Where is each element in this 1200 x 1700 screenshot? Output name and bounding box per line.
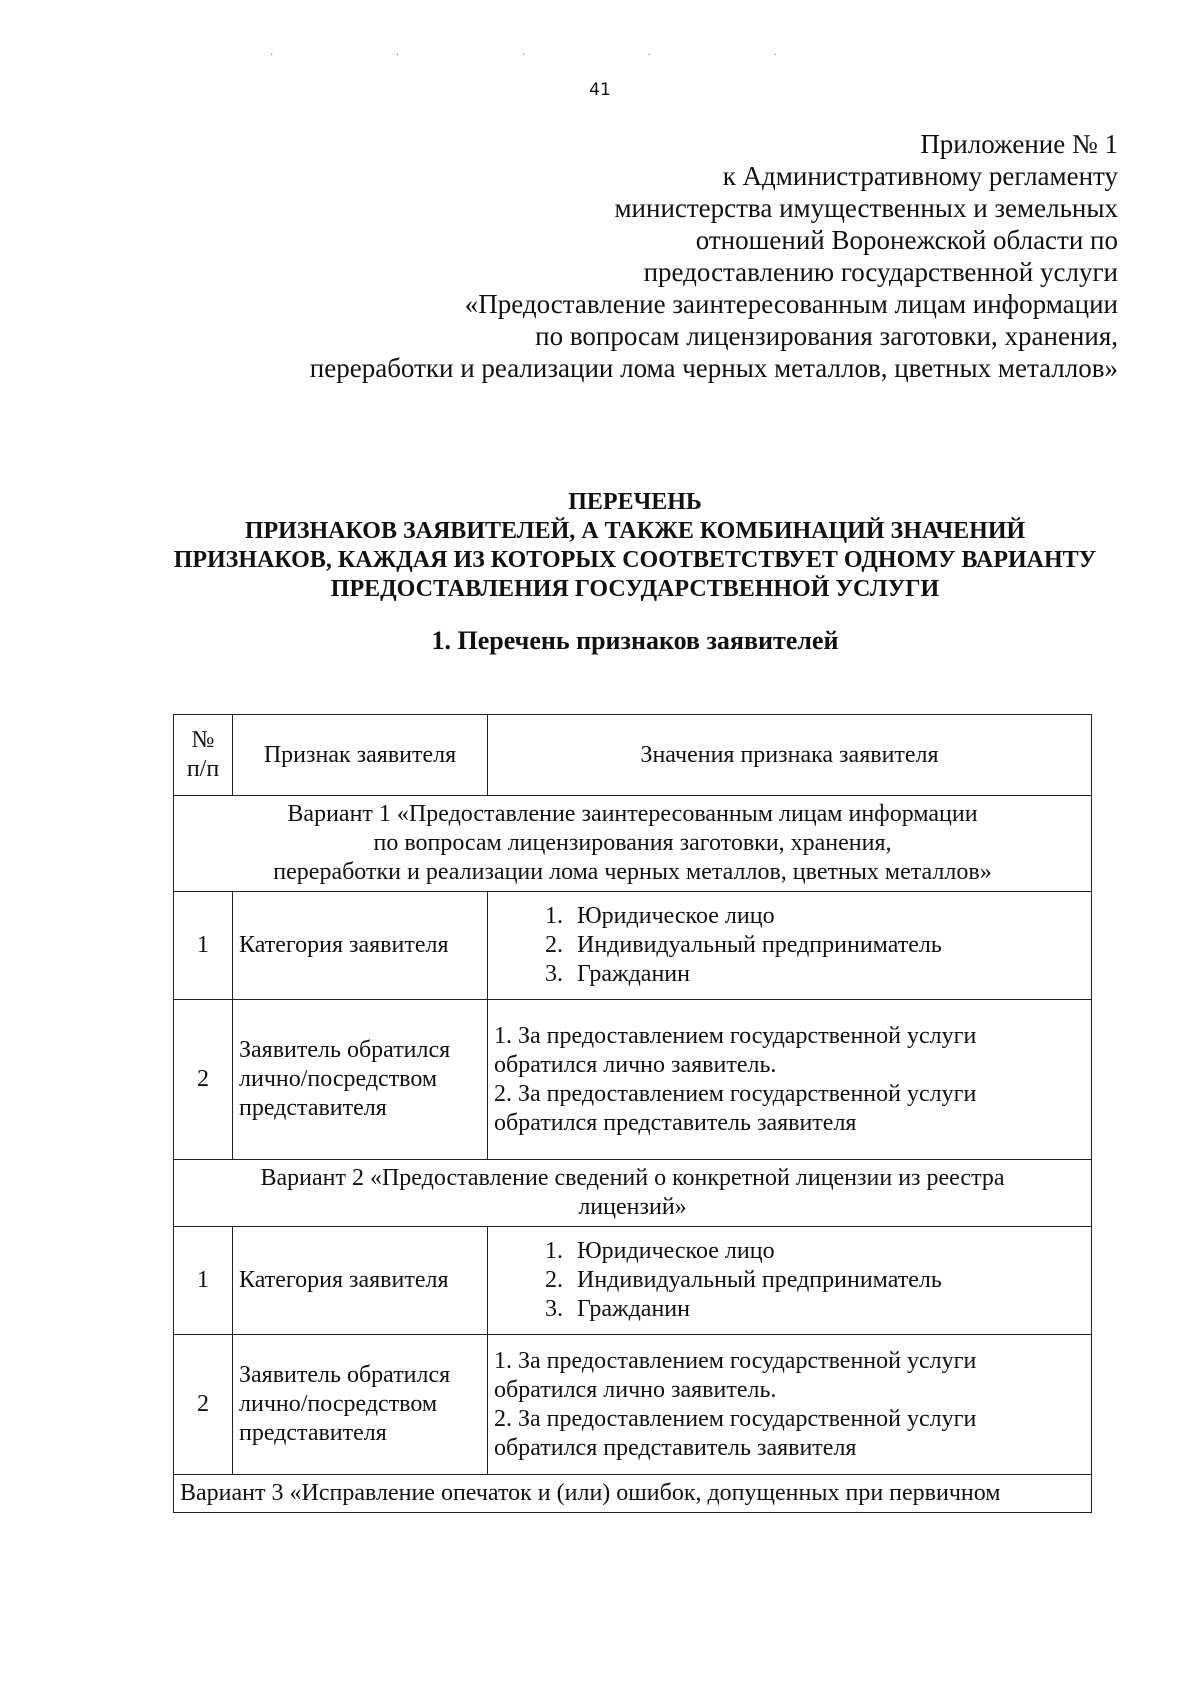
criteria-table [173, 714, 1092, 1513]
header-num-sign: № [191, 727, 215, 753]
row-values [488, 1227, 1092, 1335]
value-item: 2. Индивидуальный предприниматель [569, 931, 1085, 960]
header-num [174, 715, 233, 796]
document-title [160, 488, 1110, 604]
section-title: 1. Перечень признаков заявителей [431, 626, 839, 655]
row-values [488, 1335, 1092, 1475]
appendix-line: по вопросам лицензирования заготовки, хранения, [535, 321, 1118, 351]
values-list [494, 902, 1085, 989]
appendix-line: министерства имущественных и земельных [614, 193, 1118, 223]
row-criterion [233, 1335, 488, 1475]
title-line: ПРЕДОСТАВЛЕНИЯ ГОСУДАРСТВЕННОЙ УСЛУГИ [330, 576, 940, 602]
row-criterion [233, 1000, 488, 1160]
value-item: 3. Гражданин [569, 960, 1085, 989]
value-line: 1. За предоставлением государственной услуги [494, 1347, 977, 1374]
title-line: ПЕРЕЧЕНЬ [568, 489, 702, 515]
appendix-line: переработки и реализации лома черных металлов, цветных металлов» [309, 353, 1118, 383]
value-item: 1. Юридическое лицо [569, 1237, 1085, 1266]
criterion-line: представителя [239, 1095, 387, 1121]
title-line: ПРИЗНАКОВ, КАЖДАЯ ИЗ КОТОРЫХ СООТВЕТСТВУЕТ ОДНОМУ ВАРИАНТУ [173, 547, 1097, 573]
value-line: обратился лично заявитель. [494, 1376, 777, 1403]
table-header-row [174, 715, 1092, 796]
value-line: обратился лично заявитель. [494, 1051, 777, 1078]
criterion-line: Заявитель обратился [239, 1037, 451, 1063]
value-line: 2. За предоставлением государственной услуги [494, 1080, 977, 1107]
row-num: 1 [174, 892, 233, 1000]
variant-title-line: Вариант 2 «Предоставление сведений о конкретной лицензии из реестра [260, 1165, 1005, 1191]
row-values [488, 892, 1092, 1000]
table-row [174, 1000, 1092, 1160]
value-line: обратился представитель заявителя [494, 1109, 857, 1136]
value-line: 1. За предоставлением государственной услуги [494, 1022, 977, 1049]
appendix-line: Приложение № 1 [920, 129, 1118, 159]
values-list [494, 1237, 1085, 1324]
variant-title-cut: Вариант 3 «Исправление опечаток и (или) ошибок, допущенных при первичном [174, 1475, 1092, 1513]
row-num: 2 [174, 1000, 233, 1160]
row-values [488, 1000, 1092, 1160]
header-num-pp: п/п [186, 756, 220, 782]
variant-title-line: лицензий» [578, 1194, 687, 1220]
appendix-line: «Предоставление заинтересованным лицам информации [464, 289, 1118, 319]
scan-artifacts: · · · · · [270, 50, 837, 61]
variant-title-line: Вариант 1 «Предоставление заинтересованным лицам информации [287, 801, 978, 827]
table-row [174, 1227, 1092, 1335]
value-item: 3. Гражданин [569, 1295, 1085, 1324]
table-row [174, 1335, 1092, 1475]
appendix-line: отношений Воронежской области по [695, 225, 1118, 255]
variant-row [174, 1475, 1092, 1513]
variant-title-line: переработки и реализации лома черных металлов, цветных металлов» [273, 859, 992, 885]
table-row [174, 892, 1092, 1000]
variant-title-line: по вопросам лицензирования заготовки, хранения, [373, 830, 892, 856]
variant-title [174, 796, 1092, 892]
row-criterion: Категория заявителя [233, 892, 488, 1000]
page-number: 41 [589, 80, 611, 100]
row-num: 2 [174, 1335, 233, 1475]
title-line: ПРИЗНАКОВ ЗАЯВИТЕЛЕЙ, А ТАКЖЕ КОМБИНАЦИЙ ЗНАЧЕНИЙ [244, 518, 1026, 544]
appendix-line: предоставлению государственной услуги [643, 257, 1118, 287]
row-criterion: Категория заявителя [233, 1227, 488, 1335]
criterion-line: представителя [239, 1420, 387, 1446]
criterion-line: Заявитель обратился [239, 1362, 451, 1388]
variant-row [174, 796, 1092, 892]
header-criterion: Признак заявителя [233, 715, 488, 796]
value-item: 2. Индивидуальный предприниматель [569, 1266, 1085, 1295]
variant-row [174, 1160, 1092, 1227]
appendix-header [218, 128, 1118, 384]
value-line: 2. За предоставлением государственной услуги [494, 1405, 977, 1432]
variant-title [174, 1160, 1092, 1227]
row-num: 1 [174, 1227, 233, 1335]
value-line: обратился представитель заявителя [494, 1434, 857, 1461]
criterion-line: лично/посредством [239, 1391, 438, 1417]
appendix-line: к Административному регламенту [722, 161, 1118, 191]
value-item: 1. Юридическое лицо [569, 902, 1085, 931]
criterion-line: лично/посредством [239, 1066, 438, 1092]
header-values: Значения признака заявителя [488, 715, 1092, 796]
